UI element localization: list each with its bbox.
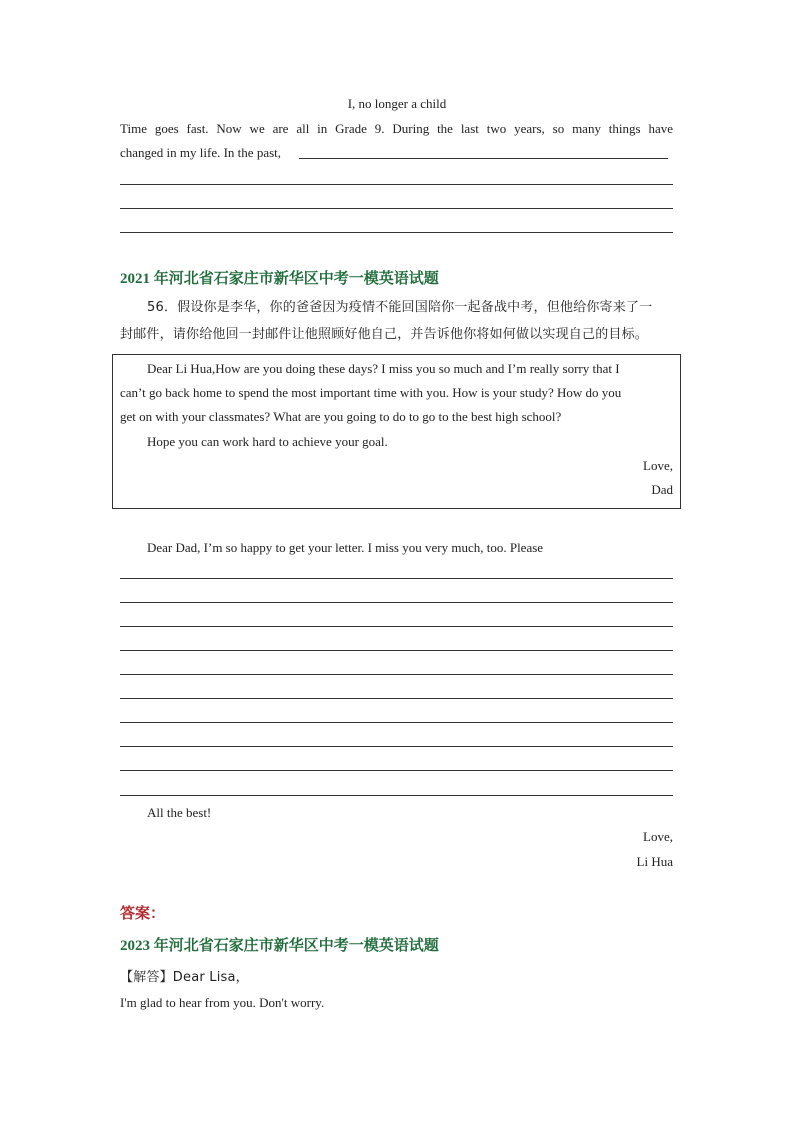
- writing-line: [120, 674, 673, 675]
- answer-line-2: I'm glad to hear from you. Don't worry.: [120, 995, 325, 1010]
- writing-line: [120, 602, 673, 603]
- writing-line: [120, 698, 673, 699]
- writing-line: [120, 722, 673, 723]
- dad-letter-signature: Dad: [651, 482, 673, 497]
- answer-line-1: 【解答】Dear Lisa，: [120, 970, 249, 985]
- question-line-2: 封邮件，请你给他回一封邮件让他照顾好他自己，并告诉他你将如何做以实现自己的目标。: [120, 327, 649, 342]
- section-heading-2023: 2023 年河北省石家庄市新华区中考一模英语试题: [120, 938, 439, 954]
- writing-line: [120, 770, 673, 771]
- writing-line: [120, 184, 673, 185]
- essay-title: I, no longer a child: [347, 96, 447, 111]
- reply-signature: Li Hua: [636, 854, 673, 869]
- answer-label: 答案：: [120, 906, 166, 922]
- writing-line: [120, 746, 673, 747]
- writing-line: [120, 795, 673, 796]
- dad-letter-line-4: Hope you can work hard to achieve your goal.: [147, 434, 388, 449]
- essay-paragraph-line-1: Time goes fast. Now we are all in Grade 9. During the last two years, so many things have: [120, 121, 673, 136]
- writing-line: [120, 650, 673, 651]
- reply-closing: Love,: [643, 829, 673, 844]
- essay-paragraph-line-2: changed in my life. In the past,: [120, 145, 282, 160]
- dad-letter-line-1: Dear Li Hua,How are you doing these days? I miss you so much and I’m really sorry that I: [147, 361, 620, 376]
- writing-line: [120, 208, 673, 209]
- reply-sign-off: All the best!: [147, 805, 212, 820]
- dad-letter-line-2: can’t go back home to spend the most important time with you. How is your study? How do you: [120, 385, 622, 400]
- question-line-1: 56．假设你是李华，你的爸爸因为疫情不能回国陪你一起备战中考，但他给你寄来了一: [147, 300, 653, 315]
- writing-line: [120, 626, 673, 627]
- writing-line: [120, 232, 673, 233]
- reply-opening: Dear Dad, I’m so happy to get your letter. I miss you very much, too. Please: [147, 540, 544, 555]
- section-heading-2021: 2021 年河北省石家庄市新华区中考一模英语试题: [120, 271, 439, 287]
- dad-letter-line-3: get on with your classmates? What are you going to do to go to the best high school?: [120, 409, 562, 424]
- dad-letter-closing: Love,: [643, 458, 673, 473]
- writing-line: [120, 578, 673, 579]
- writing-blank-inline: [299, 158, 668, 159]
